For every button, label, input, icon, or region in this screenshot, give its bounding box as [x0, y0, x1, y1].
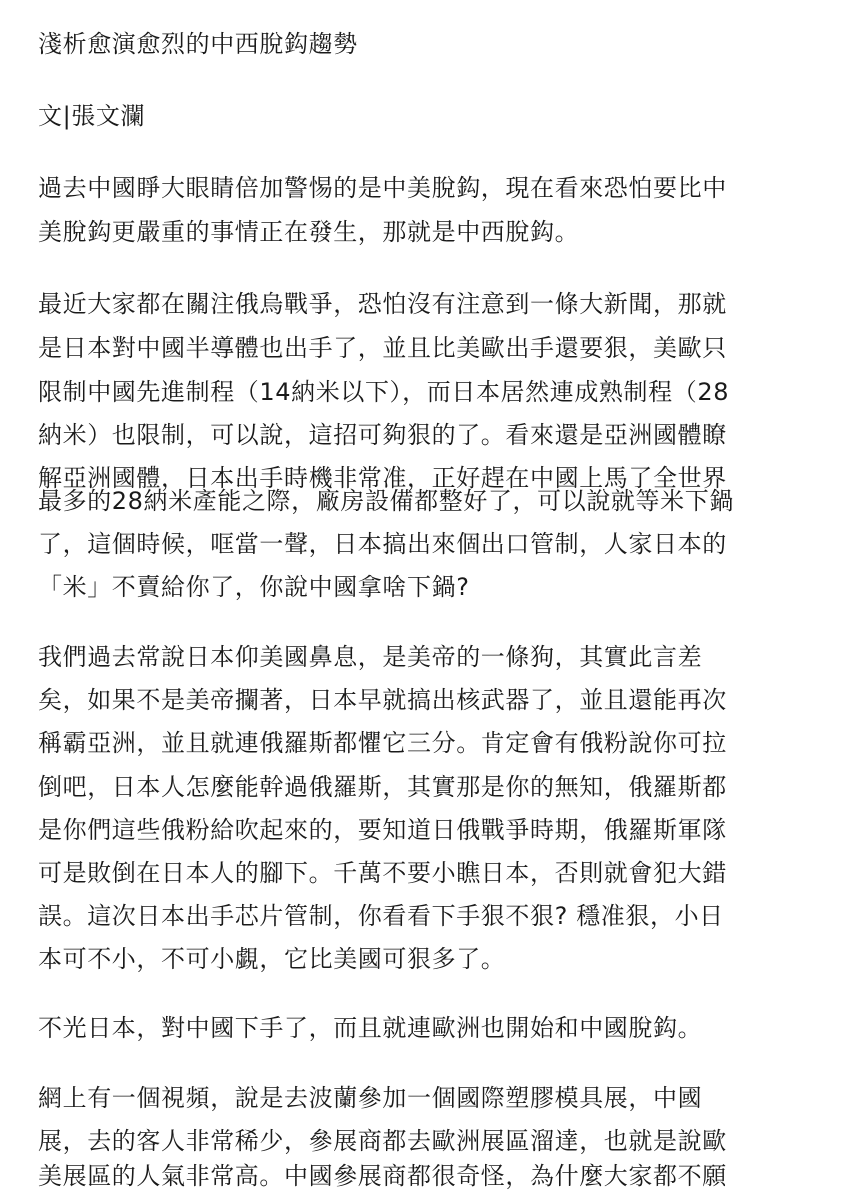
- paragraph-line: 「米」不賣給你了，你說中國拿啥下鍋?: [38, 573, 470, 601]
- paragraph-line: 美展區的人氣非常高。中國參展商都很奇怪，為什麼大家都不願: [38, 1162, 727, 1190]
- paragraph-line: 是日本對中國半導體也出手了，並且比美歐出手還要狠，美歐只: [38, 334, 727, 362]
- paragraph-line: 展，去的客人非常稀少，參展商都去歐洲展區溜達，也就是說歐: [38, 1127, 727, 1155]
- paragraph-line: 過去中國睜大眼睛倍加警惕的是中美脫鈎，現在看來恐怕要比中: [38, 174, 727, 202]
- paragraph-line: 納米）也限制，可以說，這招可夠狠的了。看來還是亞洲國體瞭: [38, 421, 727, 449]
- paragraph-line: 可是敗倒在日本人的腳下。千萬不要小瞧日本，否則就會犯大錯: [38, 859, 727, 887]
- paragraph-line: 不光日本，對中國下手了，而且就連歐洲也開始和中國脫鈎。: [38, 1014, 703, 1042]
- paragraph-line: 了，這個時候，哐當一聲，日本搞出來個出口管制，人家日本的: [38, 530, 727, 558]
- paragraph-line: 是你們這些俄粉給吹起來的，要知道日俄戰爭時期，俄羅斯軍隊: [38, 816, 727, 844]
- paragraph-line: 網上有一個視頻，說是去波蘭參加一個國際塑膠模具展，中國: [38, 1084, 703, 1112]
- paragraph-line: 稱霸亞洲，並且就連俄羅斯都懼它三分。肯定會有俄粉說你可拉: [38, 729, 727, 757]
- paragraph-line: 限制中國先進制程（14納米以下），而日本居然連成熟制程（28: [38, 378, 730, 406]
- paragraph-line: 美脫鈎更嚴重的事情正在發生，那就是中西脫鈎。: [38, 218, 580, 246]
- paragraph-line: 最近大家都在關注俄烏戰爭，恐怕沒有注意到一條大新聞，那就: [38, 290, 727, 318]
- article-title: 淺析愈演愈烈的中西脫鈎趨勢: [38, 30, 358, 58]
- paragraph-line: 最多的28納米產能之際，廠房設備都整好了，可以說就等米下鍋: [38, 487, 734, 515]
- paragraph-line: 解亞洲國體，日本出手時機非常准，正好趕在中國上馬了全世界: [38, 464, 727, 492]
- paragraph-line: 本可不小，不可小覷，它比美國可狠多了。: [38, 945, 506, 973]
- paragraph-line: 我們過去常說日本仰美國鼻息，是美帝的一條狗，其實此言差: [38, 643, 703, 671]
- paragraph-line: 誤。這次日本出手芯片管制，你看看下手狠不狠? 穩准狠，小日: [38, 902, 724, 930]
- paragraph-line: 矣，如果不是美帝攔著，日本早就搞出核武器了，並且還能再次: [38, 686, 727, 714]
- paragraph-line: 倒吧，日本人怎麼能幹過俄羅斯，其實那是你的無知，俄羅斯都: [38, 773, 727, 801]
- article-byline: 文|張文瀾: [38, 102, 146, 130]
